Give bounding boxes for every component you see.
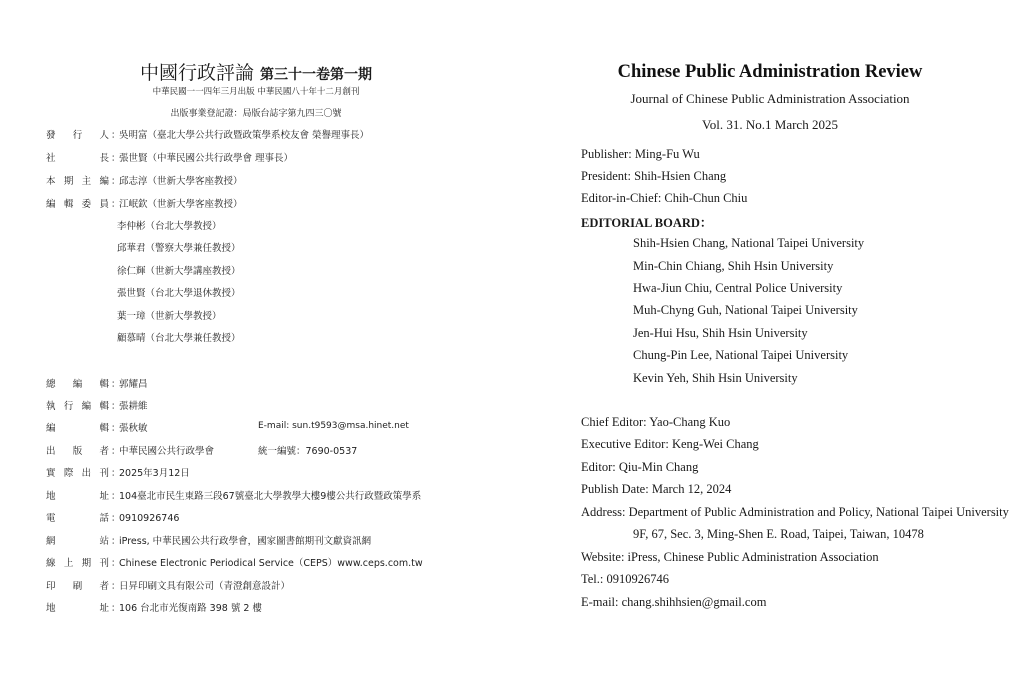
board-member-line: Hwa-Jiun Chiu, Central Police University xyxy=(633,281,843,295)
board-member-line: Jen-Hui Hsu, Shih Hsin University xyxy=(633,326,808,340)
publisher-row: 發行人 ：吳明富（臺北大學公共行政暨政策學系校友會 榮譽理事長） xyxy=(46,130,370,141)
editor-row: 編輯 ：張秋敏 xyxy=(46,423,148,434)
address-line: Address: Department of Public Administration and Policy, National Taipei University xyxy=(581,505,1009,519)
tel-line: Tel.: 0910926746 xyxy=(581,572,670,586)
english-colophon-page xyxy=(512,0,1024,689)
president-row: 社長 ：張世賢（中華民國公共行政學會 理事長） xyxy=(46,153,294,164)
registration-number: 出版事業登記證：局版台誌字第九四三〇號 xyxy=(170,109,342,119)
chief-editor-row: 總編輯 ：郭耀昌 xyxy=(46,379,148,390)
address-line-continued: 9F, 67, Sec. 3, Ming-Shen E. Road, Taipei, Taiwan, 10478 xyxy=(633,527,924,541)
chinese-journal-title: 中國行政評論 第三十一卷第一期 xyxy=(139,62,372,84)
english-subtitle: Journal of Chinese Public Administration Association xyxy=(630,91,910,106)
printer-address-row: 地址 ：106 台北市光復南路 398 號 2 樓 xyxy=(46,603,262,614)
english-volume: Vol. 31. No.1 March 2025 xyxy=(702,117,838,132)
president-line: President: Shih-Hsien Chang xyxy=(581,169,727,183)
editor-in-chief-line: Editor-in-Chief: Chih-Chun Chiu xyxy=(581,191,748,205)
executive-editor-line: Executive Editor: Keng-Wei Chang xyxy=(581,437,759,451)
chinese-email: E-mail: sun.t9593@msa.hinet.net xyxy=(258,421,409,431)
editor-line: Editor: Qiu-Min Chang xyxy=(581,460,699,474)
board-member: 張世賢（台北大學退休教授） xyxy=(117,288,241,299)
editorial-board-heading: EDITORIAL BOARD： xyxy=(581,216,713,230)
board-member: 邱華君（警察大學兼任教授） xyxy=(117,243,241,254)
english-journal-title: Chinese Public Administration Review xyxy=(617,62,923,82)
editor-in-chief-row: 本期主編 ：邱志淳（世新大學客座教授） xyxy=(46,176,243,187)
website-row: 網站 ：iPress, 中華民國公共行政學會，國家圖書館期刊文獻資訊網 xyxy=(46,536,372,547)
chinese-volume: 第三十一卷第一期 xyxy=(260,67,372,83)
chief-editor-line: Chief Editor: Yao-Chang Kuo xyxy=(581,415,731,429)
unified-number: 統一編號：7690-0537 xyxy=(258,446,358,457)
board-member: 李仲彬（台北大學教授） xyxy=(117,221,222,232)
publish-date-line: Publish Date: March 12, 2024 xyxy=(581,482,732,496)
website-line: Website: iPress, Chinese Public Administration Association xyxy=(581,550,879,564)
printer-row: 印刷者 ：日昇印刷文具有限公司（青澄創意設計） xyxy=(46,581,291,592)
publisher-line: Publisher: Ming-Fu Wu xyxy=(581,147,700,161)
board-row: 編輯委員 ：江岷欽（世新大學客座教授） xyxy=(46,199,243,210)
board-member-line: Muh-Chyng Guh, National Taipei University xyxy=(633,303,858,317)
publish-date-row: 實際出刊 ：2025年3月12日 xyxy=(46,468,190,479)
chinese-subtitle: 中華民國一一四年三月出版 中華民國八十年十二月創刊 xyxy=(152,87,360,97)
board-member: 徐仁輝（世新大學講座教授） xyxy=(117,266,241,277)
online-journal-row: 線上期刊 ：Chinese Electronic Periodical Service（CEPS）www.ceps.com.tw xyxy=(46,558,423,569)
address-row: 地址 ：104臺北市民生東路三段67號臺北大學教學大樓9樓公共行政暨政策學系 xyxy=(46,491,422,502)
board-member-line: Min-Chin Chiang, Shih Hsin University xyxy=(633,259,834,273)
phone-row: 電話 ：0910926746 xyxy=(46,513,180,524)
board-member-line: Kevin Yeh, Shih Hsin University xyxy=(633,371,798,385)
board-member: 顧慕晴（台北大學兼任教授） xyxy=(117,333,241,344)
board-member-line: Shih-Hsien Chang, National Taipei University xyxy=(633,236,865,250)
board-member: 葉一璋（世新大學教授） xyxy=(117,311,222,322)
issuer-row: 出版者 ：中華民國公共行政學會 xyxy=(46,446,215,457)
executive-editor-row: 執行編輯 ：張耕維 xyxy=(46,401,148,412)
email-line: E-mail: chang.shihhsien@gmail.com xyxy=(581,595,767,609)
board-member-line: Chung-Pin Lee, National Taipei University xyxy=(633,348,849,362)
